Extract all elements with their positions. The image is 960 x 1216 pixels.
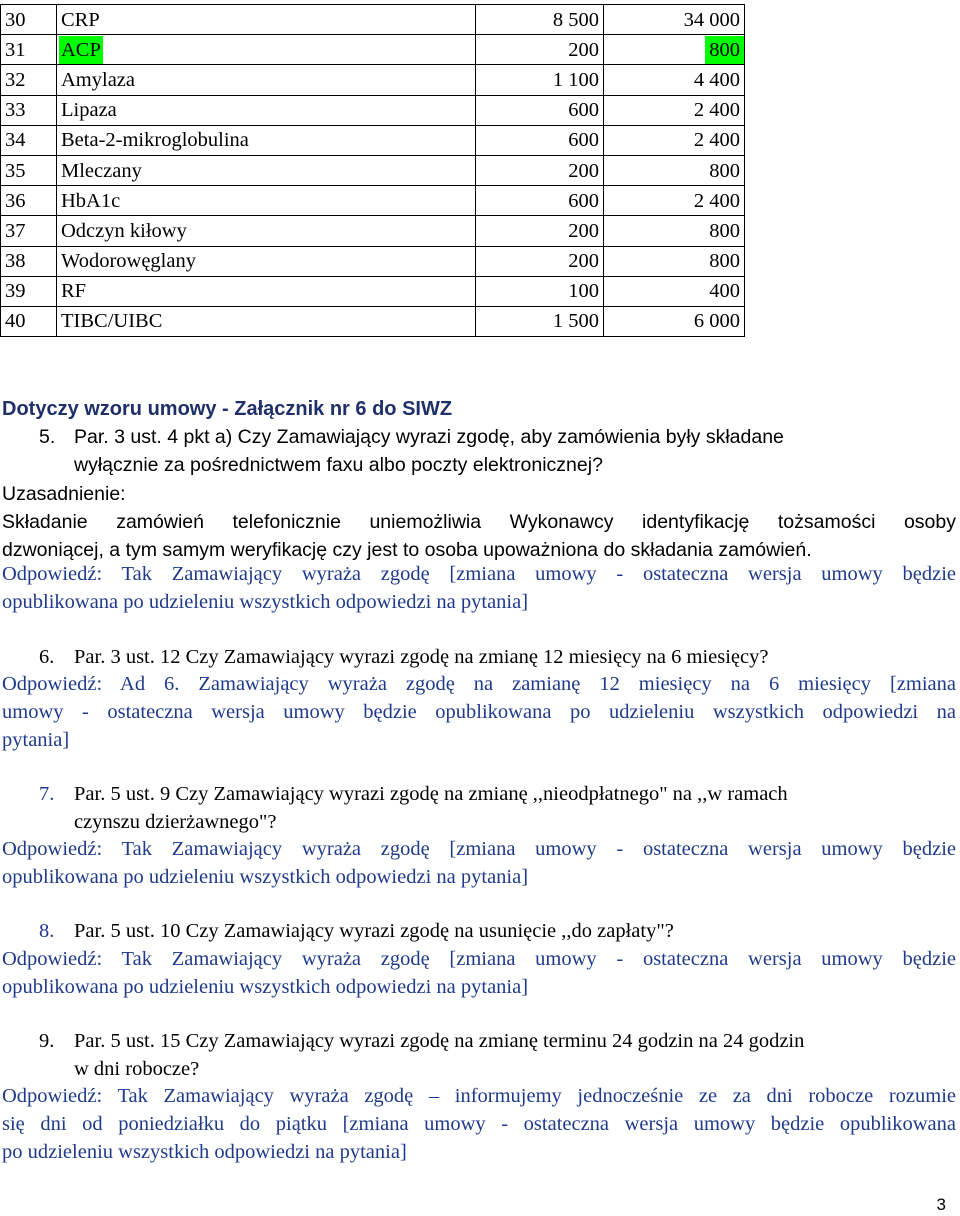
- quantity-cell: [476, 65, 604, 95]
- item-name-cell: [57, 246, 476, 276]
- answer-8-line2: opublikowana po udzieleniu wszystkich odpowiedzi na pytania]: [2, 976, 529, 998]
- item-name-cell: [57, 216, 476, 246]
- question-9-line1: Par. 5 ust. 15 Czy Zamawiający wyrazi zgodę na zmianę terminu 24 godzin na 24 godzin: [74, 1030, 805, 1052]
- item-name-cell: [57, 186, 476, 216]
- table-row: [1, 125, 745, 155]
- row-number-cell: [1, 95, 57, 125]
- page-number: 3: [936, 1195, 946, 1214]
- row-number-cell: [1, 246, 57, 276]
- section-heading-block: [2, 395, 956, 423]
- quantity-cell: [476, 155, 604, 185]
- item-name-cell-text: Lipaza: [61, 99, 117, 122]
- value-cell-text: 400: [709, 280, 740, 303]
- row-number-cell-text: 35: [5, 159, 26, 182]
- item-name-cell-text: HbA1c: [61, 189, 121, 212]
- item-name-cell: [57, 276, 476, 306]
- value-cell-text: 6 000: [693, 310, 740, 333]
- quantity-cell: [476, 216, 604, 246]
- answer-9-line2: się dni od poniedziałku do piątku [zmiana umowy - ostateczna wersja umowy będzie opublikowana: [2, 1113, 956, 1135]
- quantity-cell-text: 200: [568, 38, 599, 61]
- section-heading: Dotyczy wzoru umowy - Załącznik nr 6 do SIWZ: [2, 398, 453, 420]
- answer-7-line2: opublikowana po udzieleniu wszystkich odpowiedzi na pytania]: [2, 866, 529, 888]
- item-name-cell: [57, 35, 476, 65]
- value-cell: [604, 246, 745, 276]
- price-table: [0, 4, 745, 337]
- table-row: [1, 155, 745, 185]
- value-cell-text: 34 000: [683, 8, 740, 31]
- item-name-cell-text: TIBC/UIBC: [61, 310, 163, 333]
- value-cell: [604, 186, 745, 216]
- value-cell: [604, 5, 745, 35]
- row-number-cell: [1, 155, 57, 185]
- question-7: [2, 780, 956, 836]
- item-name-cell-text: CRP: [61, 8, 100, 31]
- answer-5: [2, 560, 956, 616]
- answer-9: [2, 1082, 956, 1166]
- row-number-cell-text: 36: [5, 189, 26, 212]
- item-name-cell-text: Beta-2-mikroglobulina: [61, 129, 249, 152]
- item-name-cell-text: Wodorowęglany: [61, 250, 196, 273]
- row-number-cell: [1, 216, 57, 246]
- answer-9-line1: Odpowiedź: Tak Zamawiający wyraża zgodę – informujemy jednocześnie ze za dni robocze rozumie: [2, 1085, 956, 1107]
- answer-5-line2: opublikowana po udzieleniu wszystkich odpowiedzi na pytania]: [2, 591, 529, 613]
- quantity-cell: [476, 276, 604, 306]
- item-name-cell: [57, 306, 476, 336]
- row-number-cell: [1, 35, 57, 65]
- row-number-cell: [1, 186, 57, 216]
- table-row: [1, 35, 745, 65]
- item-name-cell-text: RF: [61, 280, 87, 303]
- quantity-cell: [476, 186, 604, 216]
- row-number-cell-text: 34: [5, 129, 26, 152]
- quantity-cell-text: 200: [568, 159, 599, 182]
- table-row: [1, 306, 745, 336]
- question-7-line1: Par. 5 ust. 9 Czy Zamawiający wyrazi zgodę na zmianę ,,nieodpłatnego" na ,,w ramach: [74, 783, 788, 805]
- question-6: [2, 643, 956, 671]
- quantity-cell-text: 1 100: [552, 68, 599, 91]
- question-7-line2: czynszu dzierżawnego"?: [74, 811, 277, 833]
- question-6-number: 6.: [39, 646, 55, 668]
- answer-9-line3: po udzieleniu wszystkich odpowiedzi na pytania]: [2, 1141, 407, 1163]
- table-row: [1, 186, 745, 216]
- quantity-cell-text: 200: [568, 219, 599, 242]
- quantity-cell: [476, 125, 604, 155]
- quantity-cell: [476, 95, 604, 125]
- item-name-cell: [57, 95, 476, 125]
- row-number-cell: [1, 306, 57, 336]
- item-name-cell: [57, 5, 476, 35]
- row-number-cell-text: 39: [5, 280, 26, 303]
- question-8: [2, 917, 956, 945]
- justification-line2: dzwoniącej, a tym samym weryfikację czy jest to osoba upoważniona do składania zamówień.: [2, 539, 812, 561]
- value-cell: [604, 216, 745, 246]
- table-row: [1, 216, 745, 246]
- quantity-cell-text: 100: [568, 280, 599, 303]
- value-cell: [604, 155, 745, 185]
- justification-label: Uzasadnienie:: [2, 483, 126, 505]
- quantity-cell-text: 8 500: [552, 8, 599, 31]
- row-number-cell-text: 33: [5, 99, 26, 122]
- value-cell: [604, 65, 745, 95]
- answer-7: [2, 835, 956, 891]
- item-name-cell: [57, 155, 476, 185]
- item-name-cell: [57, 125, 476, 155]
- row-number-cell-text: 32: [5, 68, 26, 91]
- quantity-cell-text: 200: [568, 250, 599, 273]
- answer-6-line1: Odpowiedź: Ad 6. Zamawiający wyraża zgodę na zamianę 12 miesięcy na 6 miesięcy [zmiana: [2, 673, 956, 695]
- question-8-line1: Par. 5 ust. 10 Czy Zamawiający wyrazi zgodę na usunięcie ,,do zapłaty"?: [74, 920, 674, 942]
- answer-5-line1: Odpowiedź: Tak Zamawiający wyraża zgodę [zmiana umowy - ostateczna wersja umowy będzie: [2, 563, 956, 585]
- question-5: [2, 423, 956, 479]
- row-number-cell: [1, 125, 57, 155]
- answer-6: [2, 670, 956, 754]
- question-8-number: 8.: [39, 920, 55, 942]
- row-number-cell-text: 31: [5, 38, 26, 61]
- value-cell-text: 800: [709, 219, 740, 242]
- quantity-cell-text: 600: [568, 99, 599, 122]
- value-cell: [604, 276, 745, 306]
- value-cell-text: 800: [705, 36, 744, 64]
- table-row: [1, 95, 745, 125]
- row-number-cell: [1, 5, 57, 35]
- value-cell-text: 4 400: [693, 68, 740, 91]
- answer-6-line3: pytania]: [2, 729, 70, 751]
- quantity-cell: [476, 35, 604, 65]
- question-5-line2: wyłącznie za pośrednictwem faxu albo poczty elektronicznej?: [74, 454, 603, 476]
- value-cell: [604, 306, 745, 336]
- answer-7-line1: Odpowiedź: Tak Zamawiający wyraża zgodę [zmiana umowy - ostateczna wersja umowy będzie: [2, 838, 956, 860]
- value-cell-text: 2 400: [693, 189, 740, 212]
- table-row: [1, 276, 745, 306]
- question-7-number: 7.: [39, 783, 55, 805]
- value-cell-text: 2 400: [693, 129, 740, 152]
- item-name-cell: [57, 65, 476, 95]
- question-9: [2, 1027, 956, 1083]
- value-cell-text: 800: [709, 159, 740, 182]
- value-cell-text: 2 400: [693, 99, 740, 122]
- item-name-cell-text: Odczyn kiłowy: [61, 219, 187, 242]
- row-number-cell-text: 38: [5, 250, 26, 273]
- row-number-cell-text: 40: [5, 310, 26, 333]
- answer-8: [2, 945, 956, 1001]
- row-number-cell: [1, 65, 57, 95]
- question-9-line2: w dni robocze?: [74, 1058, 200, 1080]
- item-name-cell-text: ACP: [59, 36, 103, 64]
- quantity-cell: [476, 246, 604, 276]
- value-cell-text: 800: [709, 250, 740, 273]
- quantity-cell-text: 1 500: [552, 310, 599, 333]
- quantity-cell-text: 600: [568, 129, 599, 152]
- value-cell: [604, 125, 745, 155]
- row-number-cell-text: 30: [5, 8, 26, 31]
- item-name-cell-text: Mleczany: [61, 159, 142, 182]
- question-5-number: 5.: [39, 426, 56, 448]
- justification: [2, 480, 956, 564]
- price-table-body: [1, 5, 745, 337]
- table-row: [1, 65, 745, 95]
- table-row: [1, 246, 745, 276]
- item-name-cell-text: Amylaza: [61, 68, 135, 91]
- question-5-line1: Par. 3 ust. 4 pkt a) Czy Zamawiający wyrazi zgodę, aby zamówienia były składane: [74, 426, 784, 448]
- table-row: [1, 5, 745, 35]
- value-cell: [604, 95, 745, 125]
- answer-6-line2: umowy - ostateczna wersja umowy będzie opublikowana po udzieleniu wszystkich odpowiedzi na: [2, 701, 956, 723]
- quantity-cell: [476, 306, 604, 336]
- row-number-cell: [1, 276, 57, 306]
- answer-8-line1: Odpowiedź: Tak Zamawiający wyraża zgodę [zmiana umowy - ostateczna wersja umowy będzie: [2, 948, 956, 970]
- justification-line1: Składanie zamówień telefonicznie uniemożliwia Wykonawcy identyfikację tożsamości osoby: [2, 511, 956, 533]
- value-cell: [604, 35, 745, 65]
- row-number-cell-text: 37: [5, 219, 26, 242]
- question-9-number: 9.: [39, 1030, 55, 1052]
- quantity-cell-text: 600: [568, 189, 599, 212]
- question-6-line1: Par. 3 ust. 12 Czy Zamawiający wyrazi zgodę na zmianę 12 miesięcy na 6 miesięcy?: [74, 646, 769, 668]
- quantity-cell: [476, 5, 604, 35]
